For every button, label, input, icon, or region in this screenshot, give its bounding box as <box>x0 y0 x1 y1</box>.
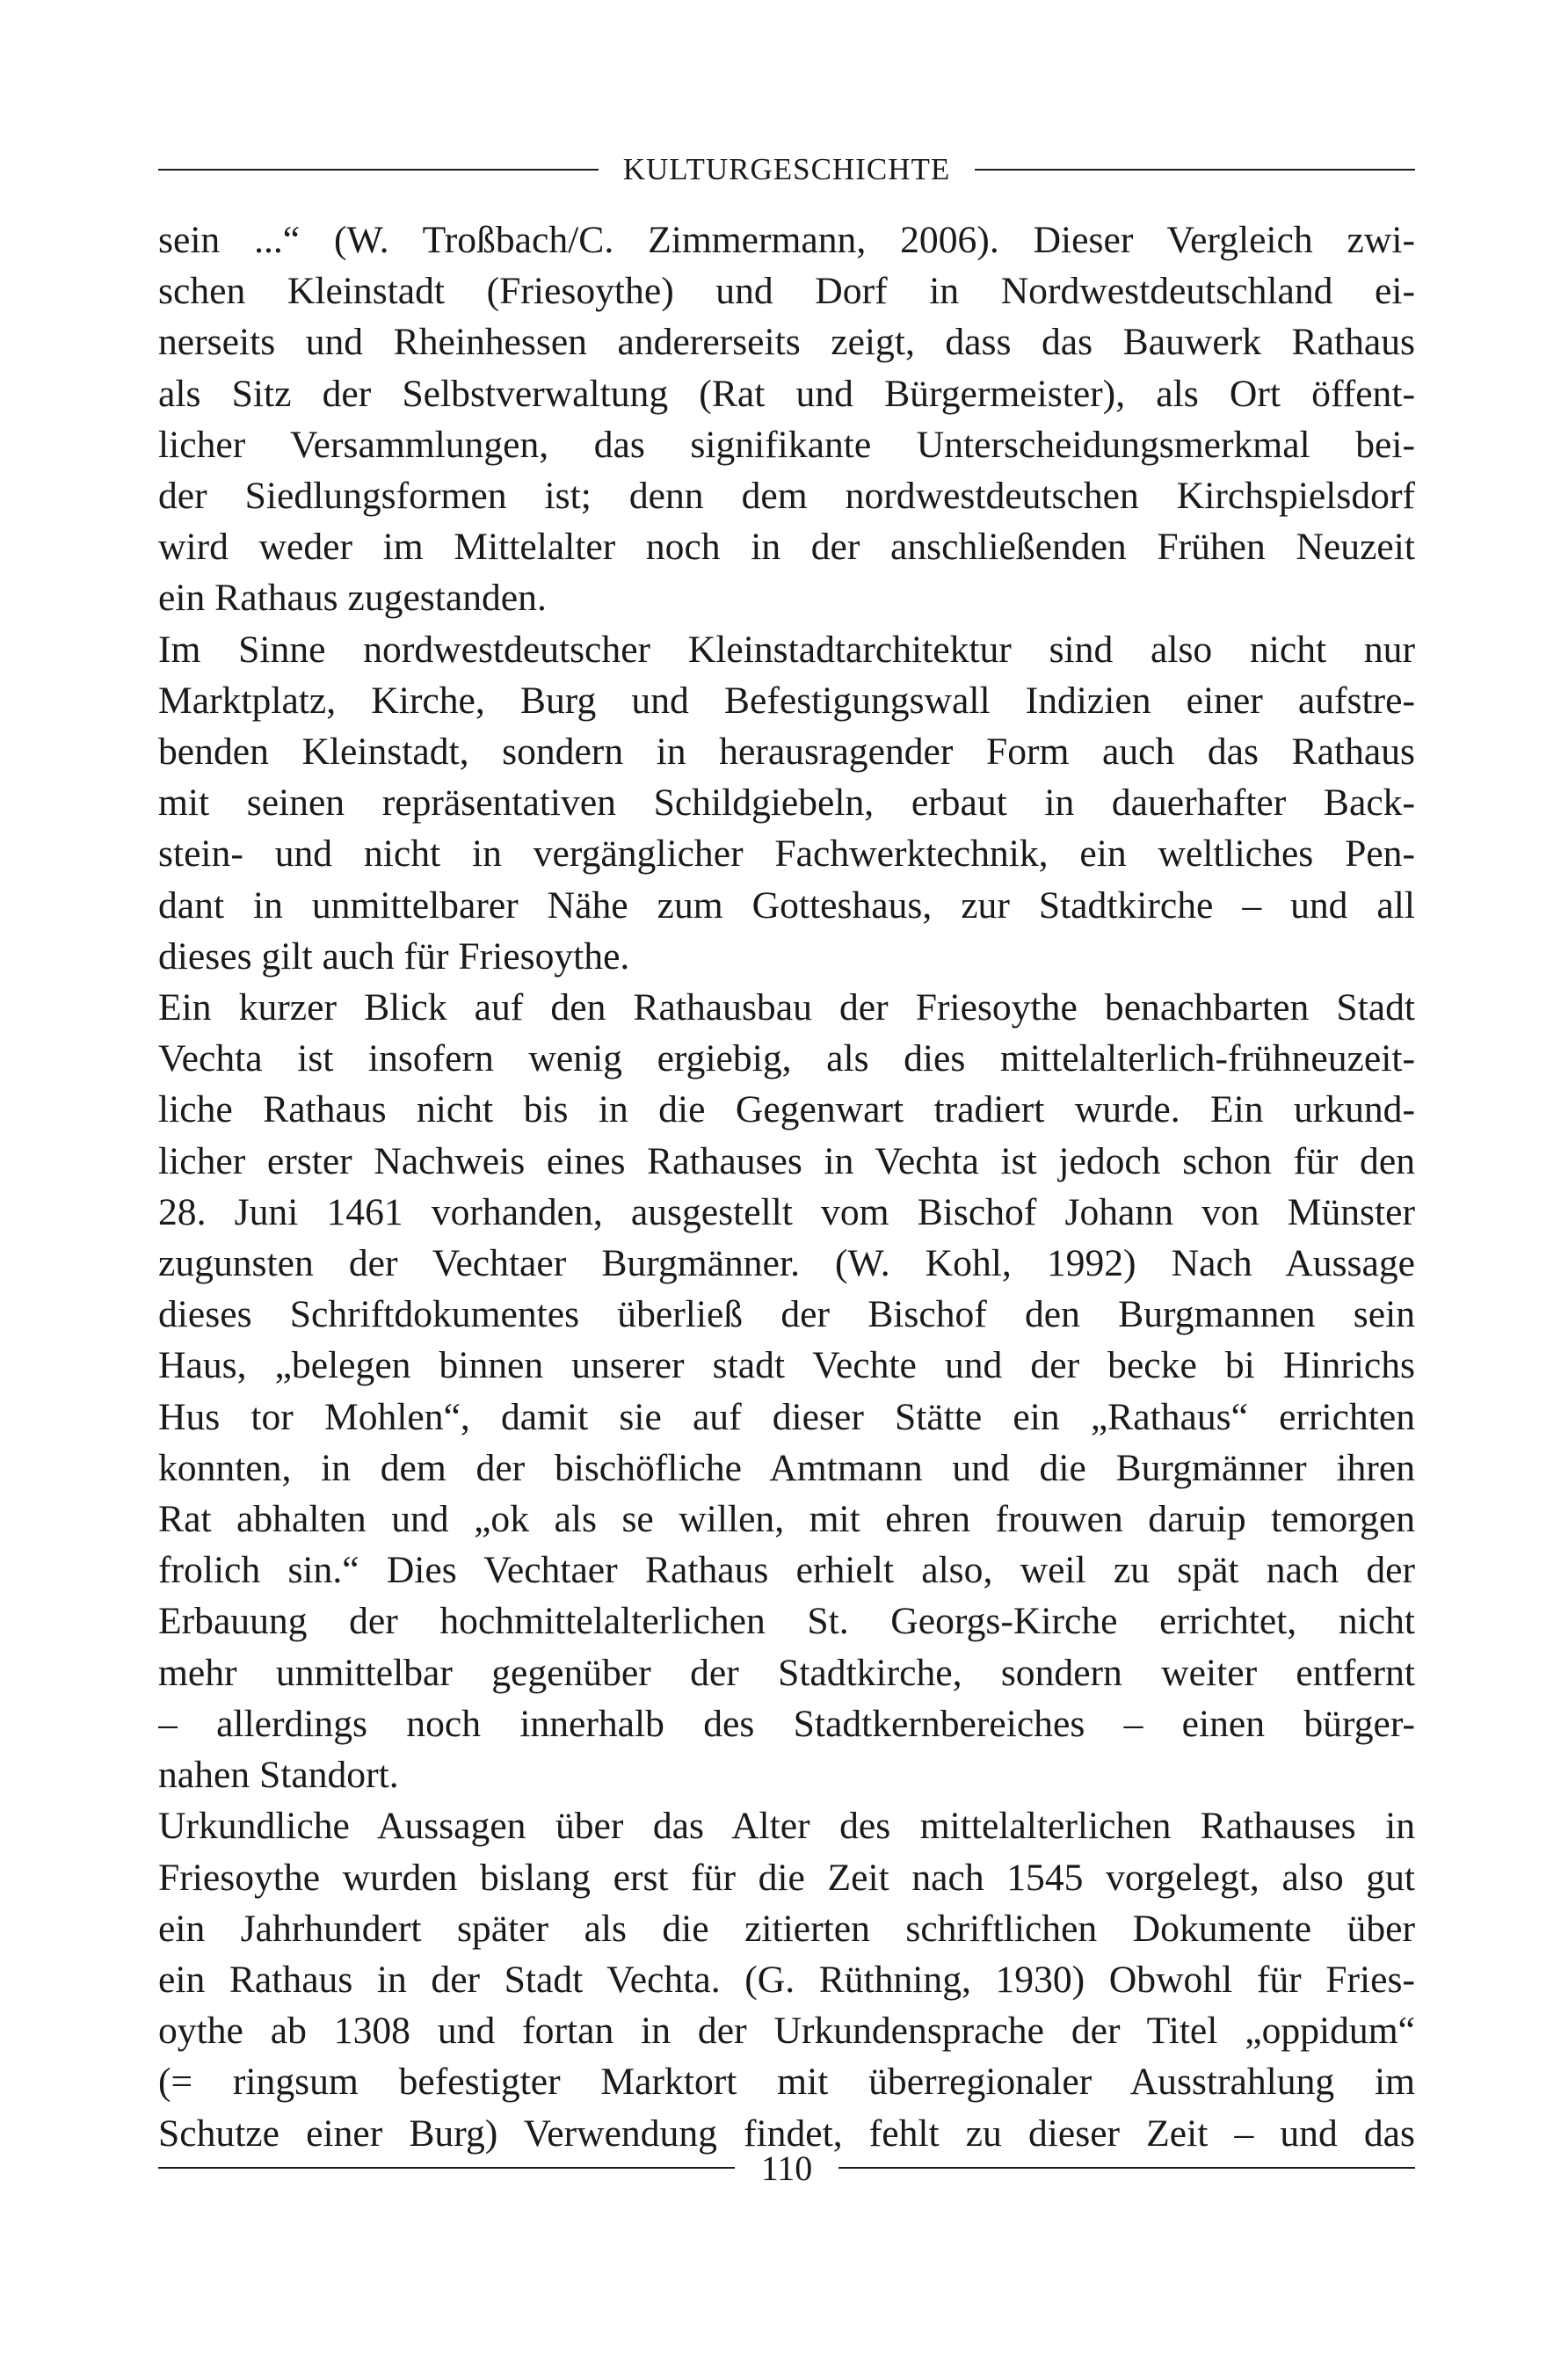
paragraph <box>158 214 1415 624</box>
text-line: Rat abhalten und „ok als se willen, mit ehren frouwen daruip temorgen <box>158 1498 1415 1541</box>
text-line: mehr unmittelbar gegenüber der Stadtkirche, sondern weiter entfernt <box>158 1651 1415 1694</box>
text-line: dant in unmittelbarer Nähe zum Gotteshaus, zur Stadtkirche – und all <box>158 883 1415 927</box>
text-line: Hus tor Mohlen“, damit sie auf dieser Stätte ein „Rathaus“ errichten <box>158 1395 1415 1438</box>
text-line: licher erster Nachweis eines Rathauses in Vechta ist jedoch schon für den <box>158 1139 1415 1182</box>
text-line: Schutze einer Burg) Verwendung findet, fehlt zu dieser Zeit – und das <box>158 2112 1415 2155</box>
footer-rule-right <box>838 2167 1415 2169</box>
text-line: liche Rathaus nicht bis in die Gegenwart tradiert wurde. Ein urkund- <box>158 1088 1415 1131</box>
running-header <box>158 148 1415 192</box>
text-line: ein Rathaus in der Stadt Vechta. (G. Rüthning, 1930) Obwohl für Fries- <box>158 1958 1415 2001</box>
text-line: Vechta ist insofern wenig ergiebig, als dies mittelalterlich-frühneuzeit- <box>158 1037 1415 1080</box>
text-line: zugunsten der Vechtaer Burgmänner. (W. Kohl, 1992) Nach Aussage <box>158 1242 1415 1285</box>
text-line: wird weder im Mittelalter noch in der anschließenden Frühen Neuzeit <box>158 526 1415 569</box>
text-line: sein ...“ (W. Troßbach/C. Zimmermann, 2006). Dieser Vergleich zwi- <box>158 219 1415 261</box>
text-line: benden Kleinstadt, sondern in herausragender Form auch das Rathaus <box>158 731 1415 774</box>
body-text <box>158 214 1415 2157</box>
text-line: der Siedlungsformen ist; denn dem nordwestdeutschen Kirchspielsdorf <box>158 475 1415 518</box>
text-line: nahen Standort. <box>158 1754 399 1797</box>
text-line: ein Jahrhundert später als die zitierten schriftlichen Dokumente über <box>158 1907 1415 1950</box>
paragraph <box>158 624 1415 982</box>
page-number: 110 <box>760 2148 813 2188</box>
text-line: Friesoythe wurden bislang erst für die Zeit nach 1545 vorgelegt, also gut <box>158 1856 1415 1899</box>
running-head-title: KULTURGESCHICHTE <box>622 152 951 186</box>
text-line: stein- und nicht in vergänglicher Fachwerktechnik, ein weltliches Pen- <box>158 832 1415 876</box>
text-line: Urkundliche Aussagen über das Alter des mittelalterlichen Rathauses in <box>158 1805 1415 1848</box>
text-line: dieses Schriftdokumentes überließ der Bischof den Burgmannen sein <box>158 1293 1415 1336</box>
footer-rule-left <box>158 2167 735 2169</box>
page-footer <box>158 2143 1415 2192</box>
text-line: (= ringsum befestigter Marktort mit überregionaler Ausstrahlung im <box>158 2061 1415 2104</box>
text-line: frolich sin.“ Dies Vechtaer Rathaus erhielt also, weil zu spät nach der <box>158 1549 1415 1592</box>
text-line: dieses gilt auch für Friesoythe. <box>158 934 630 978</box>
text-line: Im Sinne nordwestdeutscher Kleinstadtarchitektur sind also nicht nur <box>158 628 1415 671</box>
text-line: Marktplatz, Kirche, Burg und Befestigungswall Indizien einer aufstre- <box>158 679 1415 722</box>
text-line: ein Rathaus zugestanden. <box>158 577 547 620</box>
text-line: konnten, in dem der bischöfliche Amtmann und die Burgmänner ihren <box>158 1446 1415 1489</box>
text-line: mit seinen repräsentativen Schildgiebeln, erbaut in dauerhafter Back- <box>158 782 1415 825</box>
text-line: nerseits und Rheinhessen andererseits zeigt, dass das Bauwerk Rathaus <box>158 321 1415 364</box>
text-line: – allerdings noch innerhalb des Stadtkernbereiches – einen bürger- <box>158 1702 1415 1745</box>
text-line: licher Versammlungen, das signifikante Unterscheidungsmerkmal bei- <box>158 423 1415 466</box>
text-line: 28. Juni 1461 vorhanden, ausgestellt vom Bischof Johann von Münster <box>158 1190 1415 1233</box>
text-line: Haus, „belegen binnen unserer stadt Vechte und der becke bi Hinrichs <box>158 1344 1415 1387</box>
paragraph <box>158 1800 1415 2157</box>
paragraph <box>158 982 1415 1800</box>
text-line: Ein kurzer Blick auf den Rathausbau der Friesoythe benachbarten Stadt <box>158 986 1415 1029</box>
text-line: Erbauung der hochmittelalterlichen St. Georgs-Kirche errichtet, nicht <box>158 1600 1415 1643</box>
text-line: als Sitz der Selbstverwaltung (Rat und Bürgermeister), als Ort öffent- <box>158 372 1415 415</box>
text-line: oythe ab 1308 und fortan in der Urkundensprache der Titel „oppidum“ <box>158 2010 1415 2053</box>
header-rule-right <box>975 169 1415 171</box>
text-line: schen Kleinstadt (Friesoythe) und Dorf in Nordwestdeutschland ei- <box>158 270 1415 313</box>
header-rule-left <box>158 169 599 171</box>
